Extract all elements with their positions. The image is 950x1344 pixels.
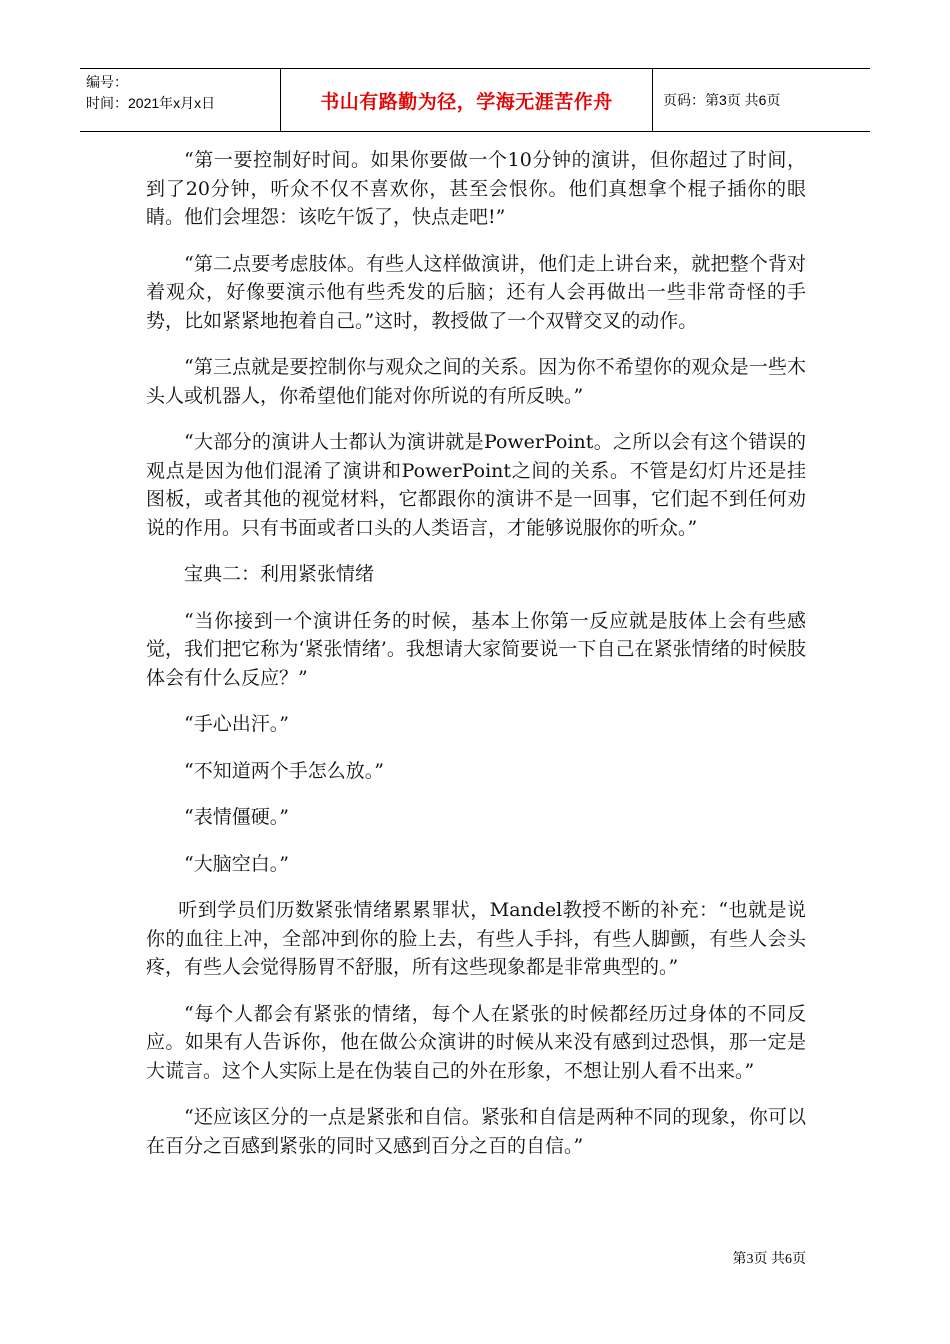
paragraph: “表情僵硬。” <box>184 806 289 828</box>
header-motto: 书山有路勤为径，学海无涯苦作舟 <box>281 69 653 131</box>
paragraph: “手心出汗。” <box>184 713 289 735</box>
document-number-label: 编号： <box>86 74 128 90</box>
header-page-label: 页码：第3页 共6页 <box>663 92 781 108</box>
document-date-label: 时间：2021年x月x日 <box>86 95 216 111</box>
paragraph: “还应该区分的一点是紧张和自信。紧张和自信是两种不同的现象，你可以在百分之百感到紧张的同时又感到百分之百的自信。” <box>146 1106 806 1157</box>
header-table <box>80 68 870 132</box>
paragraph: “第一要控制好时间。如果你要做一个10分钟的演讲，但你超过了时间，到了20分钟，听众不仅不喜欢你，甚至会恨你。他们真想拿个棍子插你的眼睛。他们会埋怨：该吃午饭了，快点走吧!” <box>146 149 806 228</box>
paragraph: “第三点就是要控制你与观众之间的关系。因为你不希望你的观众是一些木头人或机器人，你希望他们能对你所说的有所反映。” <box>146 356 806 407</box>
paragraph: 听到学员们历数紧张情绪累累罪状，Mandel教授不断的补充：“也就是说你的血往上冲，全部冲到你的脸上去，有些人手抖，有些人脚颤，有些人会头疼，有些人会觉得肠胃不舒服，所有这些现象都是非常典型的。” <box>146 899 806 978</box>
page-footer: 第3页 共6页 <box>732 1252 806 1267</box>
paragraph: “大部分的演讲人士都认为演讲就是PowerPoint。之所以会有这个错误的观点是因为他们混淆了演讲和PowerPoint之间的关系。不管是幻灯片还是挂图板，或者其他的视觉材料，它都跟你的演讲不是一回事，它们起不到任何劝说的作用。只有书面或者口头的人类语言，才能够说服你的听众。” <box>146 431 806 539</box>
paragraph: “每个人都会有紧张的情绪，每个人在紧张的时候都经历过身体的不同反应。如果有人告诉你，他在做公众演讲的时候从来没有感到过恐惧，那一定是大谎言。这个人实际上是在伪装自己的外在形象，不想让别人看不出来。” <box>146 1002 806 1082</box>
header-meta-cell <box>80 69 281 131</box>
document-body <box>146 146 806 1178</box>
paragraph: “不知道两个手怎么放。” <box>184 759 384 782</box>
paragraph: “第二点要考虑肢体。有些人这样做演讲，他们走上讲台来，就把整个背对着观众，好像要演示他有些秃发的后脑；还有人会再做出一些非常奇怪的手势，比如紧紧地抱着自己。”这时，教授做了一个双臂交叉的动作。 <box>146 252 806 332</box>
paragraph: “当你接到一个演讲任务的时候，基本上你第一反应就是肢体上会有些感觉，我们把它称为‘紧张情绪’。我想请大家简要说一下自己在紧张情绪的时候肢体会有什么反应？” <box>146 609 806 689</box>
paragraph: “大脑空白。” <box>184 852 289 875</box>
section-heading: 宝典二：利用紧张情绪 <box>184 563 375 585</box>
